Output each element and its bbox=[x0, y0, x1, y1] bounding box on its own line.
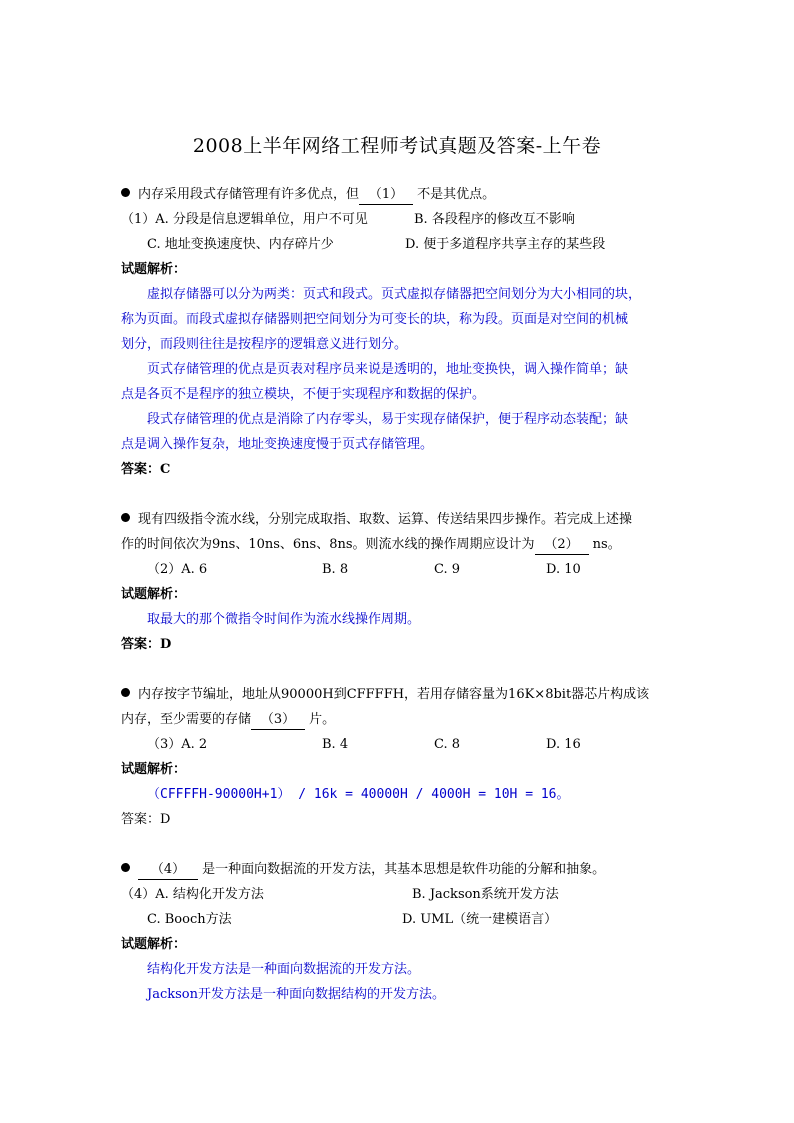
q1-analysis-line: 段式存储管理的优点是消除了内存零头，易于实现存储保护，便于程序动态装配；缺 bbox=[147, 412, 629, 427]
q4-options-row1 bbox=[121, 886, 559, 904]
q2-answer: 答案：D bbox=[121, 637, 172, 652]
q2-option-d: D. 10 bbox=[546, 562, 581, 577]
q4-stem: （4） 是一种面向数据流的开发方法，其基本思想是软件功能的分解和抽象。 bbox=[121, 861, 605, 880]
q4-option-d: D. UML（统一建模语言） bbox=[402, 912, 558, 927]
q1-analysis-line: 点是调入操作复杂，地址变换速度慢于页式存储管理。 bbox=[121, 437, 434, 452]
q4-option-b: B. Jackson系统开发方法 bbox=[412, 887, 559, 902]
q4-analysis-line: Jackson开发方法是一种面向数据结构的开发方法。 bbox=[147, 987, 445, 1002]
q2-option-c: C. 9 bbox=[434, 562, 461, 577]
q1-analysis-line: 称为页面。而段式虚拟存储器则把空间划分为可变长的块，称为段。页面是对空间的机械 bbox=[121, 312, 629, 327]
q1-analysis-line: 点是各页不是程序的独立模块，不便于实现程序和数据的保护。 bbox=[121, 387, 486, 402]
q2-option-b: B. 8 bbox=[322, 562, 349, 577]
q3-analysis-label: 试题解析： bbox=[121, 762, 187, 777]
q3-option-d: D. 16 bbox=[546, 737, 581, 752]
q1-options-row1 bbox=[121, 211, 575, 229]
q1-option-d: D. 便于多道程序共享主存的某些段 bbox=[405, 237, 606, 252]
q1-blank: （1） bbox=[359, 186, 413, 205]
q1-analysis-label: 试题解析： bbox=[121, 262, 187, 277]
q1-stem: 内存采用段式存储管理有许多优点，但 （1） 不是其优点。 bbox=[121, 186, 495, 205]
bullet-icon bbox=[121, 688, 130, 697]
q1-analysis-line: 页式存储管理的优点是页表对程序员来说是透明的，地址变换快，调入操作简单；缺 bbox=[147, 362, 629, 377]
bullet-icon bbox=[121, 188, 130, 197]
q3-option-b: B. 4 bbox=[322, 737, 349, 752]
q3-option-a: （3）A. 2 bbox=[147, 737, 208, 752]
q3-option-c: C. 8 bbox=[434, 737, 461, 752]
q2-stem-line1: 现有四级指令流水线，分别完成取指、取数、运算、传送结果四步操作。若完成上述操 bbox=[121, 511, 632, 529]
bullet-icon bbox=[121, 863, 130, 872]
q4-analysis-line: 结构化开发方法是一种面向数据流的开发方法。 bbox=[147, 962, 421, 977]
q1-analysis-line: 虚拟存储器可以分为两类：页式和段式。页式虚拟存储器把空间划分为大小相同的块， bbox=[147, 287, 642, 302]
q2-stem-line2: 作的时间依次为9ns、10ns、6ns、8ns。则流水线的操作周期应设计为 （2） ns。 bbox=[121, 536, 621, 555]
q3-analysis: （CFFFFH-90000H+1） / 16k = 40000H / 4000H = 10H = 16。 bbox=[147, 787, 570, 802]
q4-options-row2 bbox=[147, 911, 558, 929]
page-title: 2008上半年网络工程师考试真题及答案-上午卷 bbox=[192, 135, 602, 157]
q4-analysis-label: 试题解析： bbox=[121, 937, 187, 952]
q2-analysis: 取最大的那个微指令时间作为流水线操作周期。 bbox=[147, 612, 421, 627]
q3-answer: 答案：D bbox=[121, 812, 171, 827]
q3-stem-line1: 内存按字节编址，地址从90000H到CFFFFH，若用存储容量为16K×8bit器芯片构成该 bbox=[121, 686, 649, 704]
q2-blank: （2） bbox=[535, 536, 589, 555]
q4-blank: （4） bbox=[138, 861, 198, 880]
q3-options bbox=[147, 736, 581, 754]
bullet-icon bbox=[121, 513, 130, 522]
q1-analysis-line: 划分，而段则往往是按程序的逻辑意义进行划分。 bbox=[121, 337, 408, 352]
q3-blank: （3） bbox=[251, 711, 305, 730]
q2-option-a: （2）A. 6 bbox=[147, 562, 208, 577]
q1-option-c: C. 地址变换速度快、内存碎片少 bbox=[147, 237, 334, 252]
q2-options bbox=[147, 561, 581, 579]
q3-stem-line2: 内存，至少需要的存储 （3） 片。 bbox=[121, 711, 335, 730]
q1-options-row2 bbox=[147, 236, 606, 254]
q1-option-b: B. 各段程序的修改互不影响 bbox=[414, 212, 575, 227]
q1-answer: 答案：C bbox=[121, 462, 171, 477]
q2-analysis-label: 试题解析： bbox=[121, 587, 187, 602]
q4-option-a: （4）A. 结构化开发方法 bbox=[121, 887, 264, 902]
q4-option-c: C. Booch方法 bbox=[147, 912, 232, 927]
q1-option-a: （1）A. 分段是信息逻辑单位，用户不可见 bbox=[121, 212, 368, 227]
